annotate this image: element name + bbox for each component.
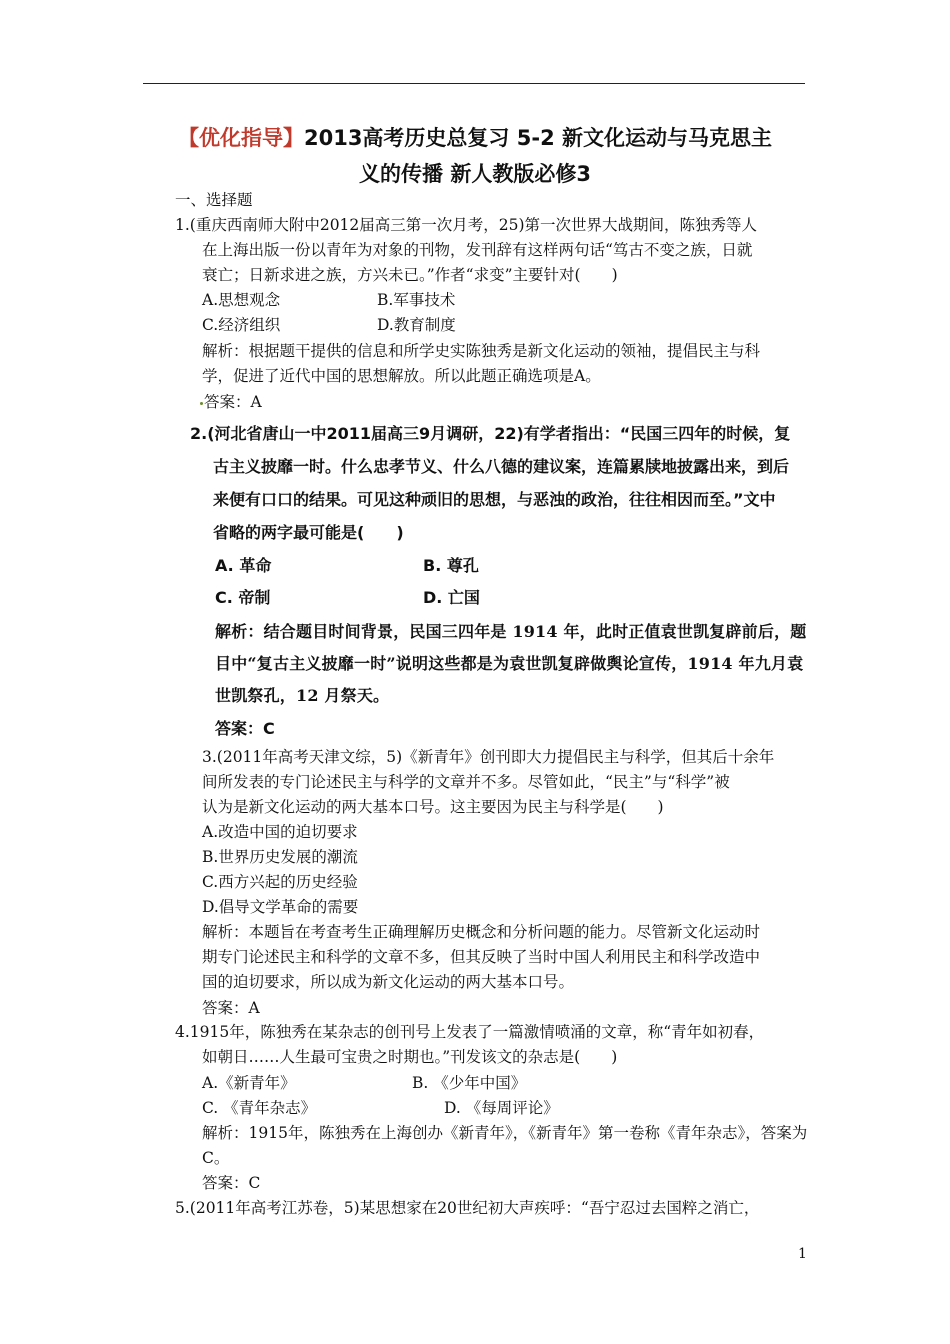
q1-stem-line3: 衰亡；日新求进之族，方兴未已。”作者“求变”主要针对( ) [202,266,618,284]
title-line1-text: 2013高考历史总复习 5-2 新文化运动与马克思主 [303,126,772,150]
q2-option-d: D. 亡国 [423,588,480,607]
q3-explanation-line1: 解析：本题旨在考查考生正确理解历史概念和分析问题的能力。尽管新文化运动时 [202,923,761,941]
q4-option-a: A.《新青年》 [202,1074,296,1092]
q3-answer: 答案：A [202,999,260,1017]
q2-explanation-line1: 解析：结合题目时间背景，民国三四年是 1914 年，此时正值袁世凯复辟前后，题 [215,622,807,641]
q1-option-d: D.教育制度 [377,316,456,334]
q4-option-c: C. 《青年杂志》 [202,1099,317,1117]
q4-answer: 答案：C [202,1174,261,1192]
q2-option-a: A. 革命 [215,556,272,575]
q1-option-a: A.思想观念 [202,291,281,309]
q3-option-c: C.西方兴起的历史经验 [202,873,358,891]
stray-mark [200,402,203,405]
q2-option-c: C. 帝制 [215,588,271,607]
q2-option-b: B. 尊孔 [423,556,479,575]
q5-stem-line1: 5.(2011年高考江苏卷，5)某思想家在20世纪初大声疾呼：“吾宁忍过去国粹之消亡， [175,1199,760,1217]
q2-stem-line4: 省略的两字最可能是( ) [213,523,404,542]
q3-option-d: D.倡导文学革命的需要 [202,898,359,916]
q3-stem-line1: 3.(2011年高考天津文综，5)《新青年》创刊即大力提倡民主与科学，但其后十余年 [202,748,775,766]
q1-stem-line1: 1.(重庆西南师大附中2012届高三第一次月考，25)第一次世界大战期间，陈独秀等人 [175,216,758,234]
q3-option-a: A.改造中国的迫切要求 [202,823,358,841]
page-number: 1 [798,1246,807,1262]
q2-explanation-line2: 目中“复古主义披靡一时”说明这些都是为袁世凯复辟做舆论宣传，1914 年九月袁 [215,654,804,673]
section-heading: 一、选择题 [175,191,253,209]
q1-option-c: C.经济组织 [202,316,281,334]
q3-option-b: B.世界历史发展的潮流 [202,848,358,866]
q4-stem-line2: 如朝日……人生最可宝贵之时期也。”刊发该文的杂志是( ) [202,1048,618,1066]
q2-stem-line2: 古主义披靡一时。什么忠孝节义、什么八德的建议案，连篇累牍地披露出来，到后 [213,457,790,476]
header-rule [143,83,805,84]
q3-stem-line2: 间所发表的专门论述民主与科学的文章并不多。尽管如此，“民主”与“科学”被 [202,773,730,791]
q1-stem-line2: 在上海出版一份以青年为对象的刊物，发刊辞有这样两句话“笃古不变之族，日就 [202,241,753,259]
q4-explanation-line1: 解析：1915年，陈独秀在上海创办《新青年》，《新青年》第一卷称《青年杂志》，答案为 [202,1124,808,1142]
doc-title-line1 [100,122,850,152]
q4-option-b: B. 《少年中国》 [412,1074,527,1092]
q1-explanation-line1: 解析：根据题干提供的信息和所学史实陈独秀是新文化运动的领袖，提倡民主与科 [202,342,761,360]
q3-stem-line3: 认为是新文化运动的两大基本口号。这主要因为民主与科学是( ) [202,798,664,816]
q1-explanation-line2: 学，促进了近代中国的思想解放。所以此题正确选项是A。 [202,367,601,385]
q4-option-d: D. 《每周评论》 [444,1099,559,1117]
q1-option-b: B.军事技术 [377,291,456,309]
q3-explanation-line3: 国的迫切要求，所以成为新文化运动的两大基本口号。 [202,973,575,991]
title-bracket: 【优化指导】 [177,126,304,150]
q1-answer: 答案：A [204,393,262,411]
q2-stem-line1: 2.(河北省唐山一中2011届高三9月调研，22)有学者指出：“民国三四年的时候，复 [190,424,791,443]
q3-explanation-line2: 期专门论述民主和科学的文章不多，但其反映了当时中国人利用民主和科学改造中 [202,948,761,966]
q4-stem-line1: 4.1915年，陈独秀在某杂志的创刊号上发表了一篇激情喷涌的文章，称“青年如初春， [175,1023,765,1041]
q2-stem-line3: 来便有口口的结果。可见这种顽旧的思想，与恶浊的政治，往往相因而至。”文中 [213,490,776,509]
q2-explanation-line3: 世凯祭孔，12 月祭天。 [215,686,390,705]
q2-answer: 答案：C [215,719,275,738]
q4-explanation-line2: C。 [202,1149,230,1167]
doc-title-line2: 义的传播 新人教版必修3 [359,162,591,186]
